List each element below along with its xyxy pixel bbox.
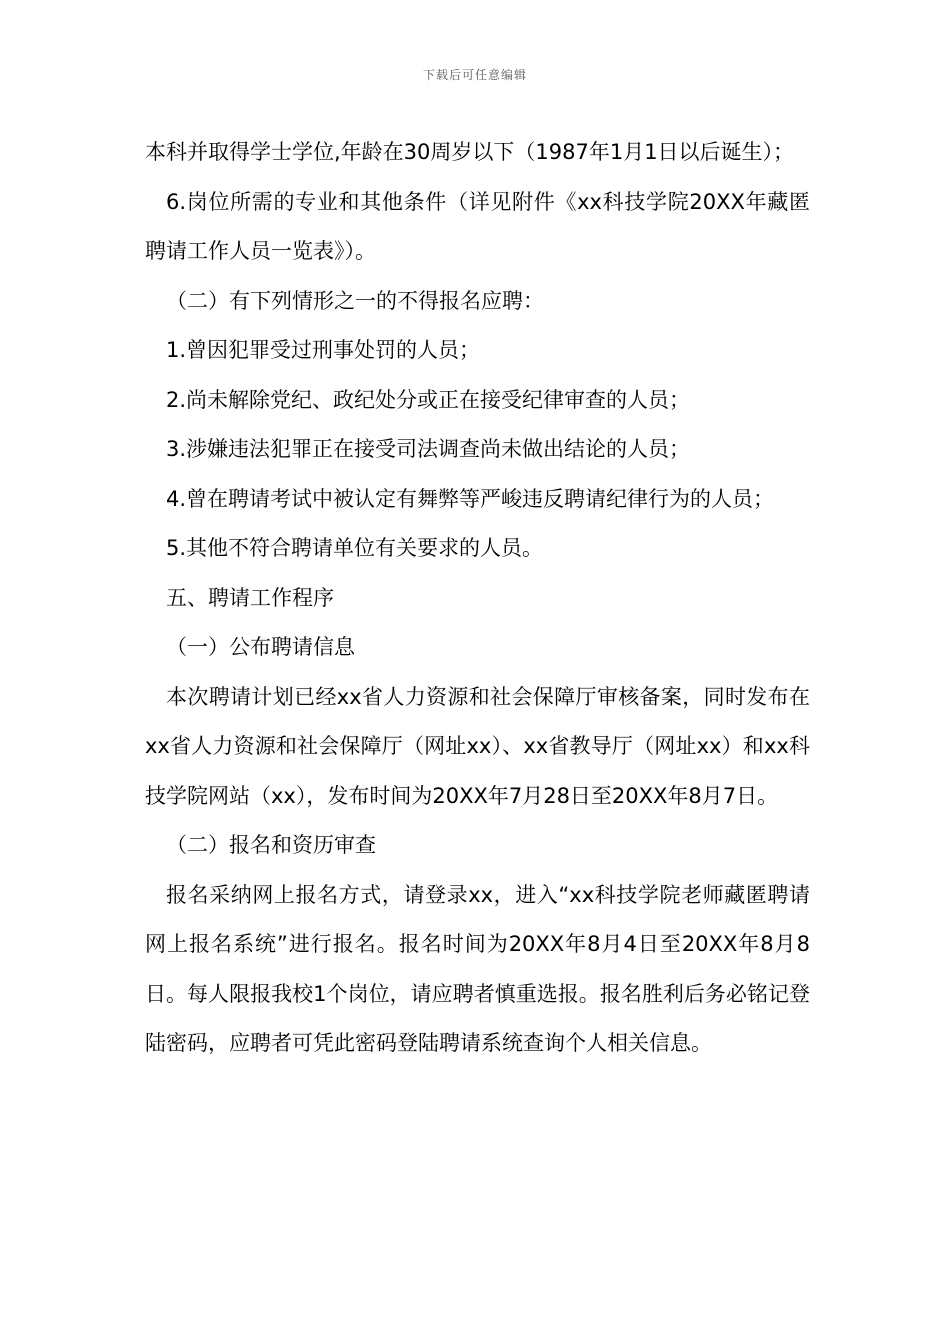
paragraph-item-6: 6.岗位所需的专业和其他条件（详见附件《xx科技学院20XX年藏匿聘请工作人员一览表》）。 xyxy=(145,189,810,263)
paragraph-item-1: 1.曾因犯罪受过刑事处罚的人员； xyxy=(166,338,481,362)
paragraph-publish-info: 本次聘请计划已经xx省人力资源和社会保障厅审核备案，同时发布在xx省人力资源和社会保障厅（网址xx）、xx省教导厅（网址xx）和xx科技学院网站（xx），发布时间为20XX年7月28日至20XX年8月7日。 xyxy=(145,684,810,808)
paragraph-registration-info: 报名采纳网上报名方式，请登录xx，进入“xx科技学院老师藏匿聘请网上报名系统”进行报名。报名时间为20XX年8月4日至20XX年8月8日。每人限报我校1个岗位，请应聘者慎重选报。报名胜利后务必铭记登陆密码，应聘者可凭此密码登陆聘请系统查询个人相关信息。 xyxy=(145,882,810,1055)
paragraph-item-5: 5.其他不符合聘请单位有关要求的人员。 xyxy=(166,536,544,560)
paragraph-subheading-publish: （一）公布聘请信息 xyxy=(166,635,355,659)
page-header: 下载后可任意编辑 xyxy=(422,68,527,82)
paragraph-subheading-registration: （二）报名和资历审查 xyxy=(166,833,376,857)
document-body xyxy=(145,128,810,1069)
paragraph-age-requirement: 本科并取得学士学位,年龄在30周岁以下（1987年1月1日以后诞生）； xyxy=(145,140,795,164)
paragraph-chapter-heading: 五、聘请工作程序 xyxy=(166,585,334,610)
paragraph-item-4: 4.曾在聘请考试中被认定有舞弊等严峻违反聘请纪律行为的人员； xyxy=(166,486,775,511)
paragraph-section-heading: （二）有下列情形之一的不得报名应聘： xyxy=(166,288,544,313)
paragraph-item-3: 3.涉嫌违法犯罪正在接受司法调查尚未做出结论的人员； xyxy=(166,437,691,461)
paragraph-item-2: 2.尚未解除党纪、政纪处分或正在接受纪律审查的人员； xyxy=(166,387,691,412)
